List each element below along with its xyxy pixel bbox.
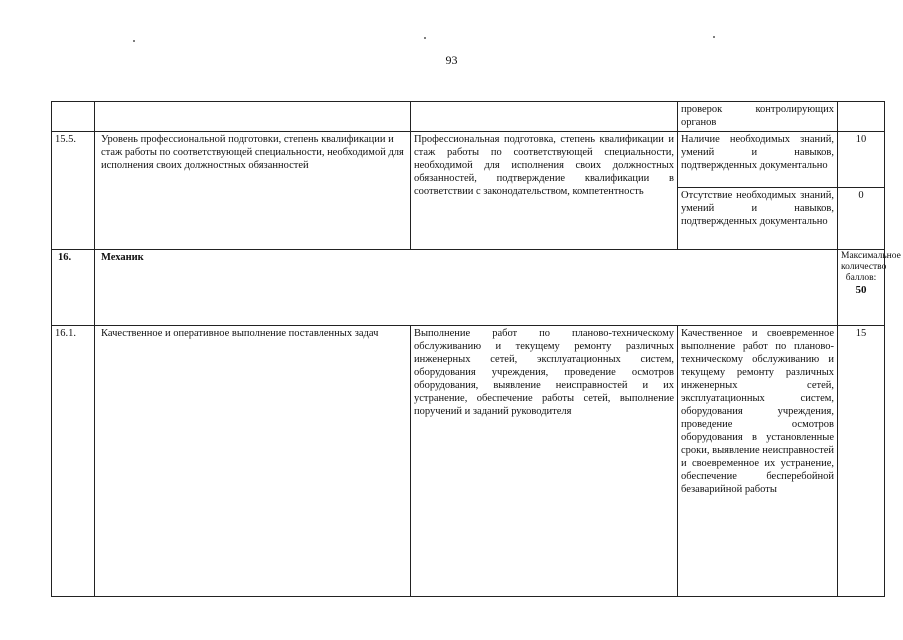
max-score-label: Максимальное количество баллов: [841, 251, 901, 283]
indicator-text: Качественное и своевременное выполнение работ по планово-техническому обслуживанию и текущему ремонту различных инженерных сетей, эксплуатационных систем, оборудования учреждения, проведение осмотров оборудования в установленные сроки, выявление неисправностей и своевременное их устранение, обеспечение бесперебойной безаварийной работы [678, 326, 838, 597]
score-value: 15 [838, 326, 885, 597]
indicator-text-1: Наличие необходимых знаний, умений и навыков, подтвержденных документально [678, 132, 838, 188]
cell-score [838, 102, 885, 132]
row-number: 15.5. [52, 132, 95, 250]
scan-speck [713, 36, 715, 38]
cell-criterion [95, 102, 411, 132]
page-number: 93 [445, 53, 458, 67]
section-title: Механик [95, 250, 838, 326]
criteria-table [51, 101, 901, 597]
scan-speck [133, 40, 135, 42]
score-value-1: 10 [838, 132, 885, 188]
scan-speck [424, 37, 426, 39]
cell-description [411, 102, 678, 132]
row-number: 16.1. [52, 326, 95, 597]
table-row-top [52, 102, 885, 132]
table-row-16-1 [52, 326, 885, 597]
table-row-15-5 [52, 132, 885, 188]
cell-indicator: проверок контролирующих органов [678, 102, 838, 132]
max-score-value: 50 [855, 284, 867, 296]
description-text: Выполнение работ по планово-техническому обслуживанию и текущему ремонту различных инженерных сетей, эксплуатационных систем, оборудования учреждения, проведение осмотров оборудования, выявление неисправностей и их устранение, обеспечение работы сетей, выполнение поручений и заданий руководителя [411, 326, 678, 597]
section-number: 16. [52, 250, 95, 326]
cell-number [52, 102, 95, 132]
criterion-text: Качественное и оперативное выполнение поставленных задач [95, 326, 411, 597]
indicator-text-2: Отсутствие необходимых знаний, умений и навыков, подтвержденных документально [678, 188, 838, 250]
section-row-16 [52, 250, 885, 326]
description-text: Профессиональная подготовка, степень квалификации и стаж работы по соответствующей специальности, необходимой для исполнения своих должностных обязанностей, подтверждение квалификации в соответствии с законодательством, компетентность [411, 132, 678, 250]
max-score-cell [838, 250, 901, 326]
criterion-text: Уровень профессиональной подготовки, степень квалификации и стаж работы по соответствующей специальности, необходимой для исполнения своих должностных обязанностей [95, 132, 411, 250]
score-value-2: 0 [838, 188, 885, 250]
